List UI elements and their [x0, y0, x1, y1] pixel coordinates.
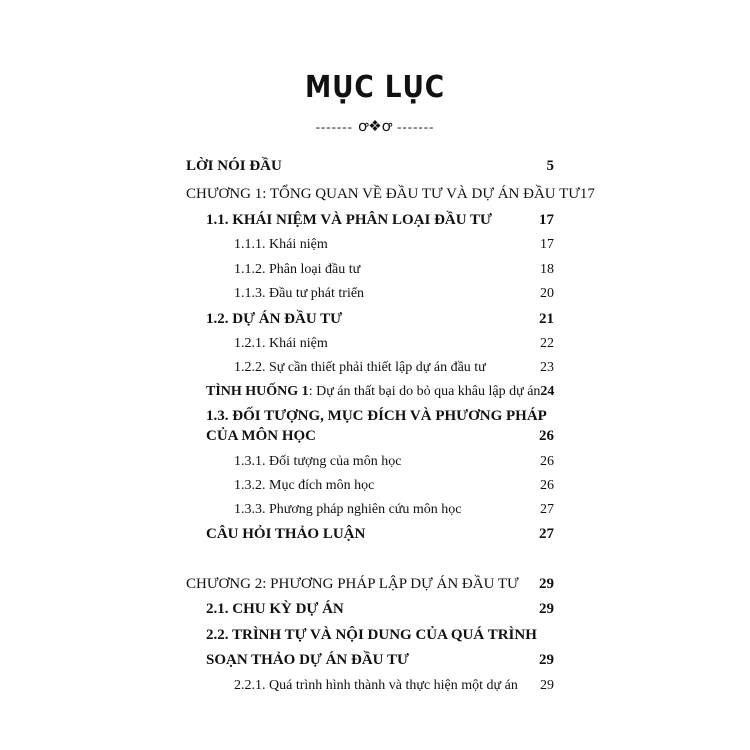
toc-entry-1-3[interactable]	[206, 408, 554, 425]
toc-entry-page: 26	[540, 478, 554, 493]
toc-entry-text: CHƯƠNG 1: TỔNG QUAN VỀ ĐẦU TƯ VÀ DỰ ÁN ĐẦU TƯ	[186, 186, 580, 202]
toc-entry-text: SOẠN THẢO DỰ ÁN ĐẦU TƯ	[206, 652, 409, 668]
toc-entry-1-3-2[interactable]	[234, 478, 554, 494]
toc-entry-chapter-1[interactable]	[186, 186, 595, 203]
toc-entry-text: 1.1.1. Khái niệm	[234, 237, 328, 252]
toc-entry-text: 2.1. CHU KỲ DỰ ÁN	[206, 601, 344, 617]
toc-entry-discussion-questions[interactable]	[206, 526, 554, 543]
toc-entry-text-group	[206, 384, 540, 400]
toc-entry-text: 1.2.2. Sự cần thiết phải thiết lập dự án đầu tư	[234, 360, 486, 375]
toc-entry-page: 27	[540, 502, 554, 517]
toc-entry-page: 23	[540, 360, 554, 375]
toc-entry-page: 21	[539, 311, 554, 327]
toc-entry-2-2-1[interactable]	[234, 678, 554, 694]
toc-entry-1-1-3[interactable]	[234, 286, 554, 302]
toc-entry-text: 2.2.1. Quá trình hình thành và thực hiện một dự án	[234, 678, 518, 693]
toc-entry-page: 26	[540, 454, 554, 469]
toc-entry-page: 29	[539, 652, 554, 668]
toc-entry-page: 22	[540, 336, 554, 351]
toc-entry-preface[interactable]	[186, 158, 554, 175]
toc-entry-text: LỜI NÓI ĐẦU	[186, 158, 282, 174]
toc-entry-page: 29	[539, 601, 554, 617]
toc-entry-text: : Dự án thất bại do bỏ qua khâu lập dự án	[308, 384, 541, 399]
toc-entry-text: 1.3. ĐỐI TƯỢNG, MỤC ĐÍCH VÀ PHƯƠNG PHÁP	[206, 408, 547, 424]
toc-entry-2-1[interactable]	[206, 601, 554, 618]
toc-entry-text: CÂU HỎI THẢO LUẬN	[206, 526, 366, 542]
toc-entry-2-2-cont[interactable]	[206, 652, 554, 669]
toc-entry-page: 20	[540, 286, 554, 301]
toc-entry-text: 1.1.2. Phân loại đầu tư	[234, 262, 361, 277]
toc-entry-text: 1.1.3. Đầu tư phát triển	[234, 286, 365, 301]
toc-entry-text: 1.3.1. Đối tượng của môn học	[234, 454, 402, 469]
toc-entry-page: 29	[539, 576, 554, 592]
toc-entry-2-2[interactable]	[206, 627, 554, 644]
title-ornament	[0, 116, 750, 136]
toc-entry-1-3-3[interactable]	[234, 502, 554, 518]
toc-entry-page: 17	[539, 212, 554, 228]
toc-entry-page: 18	[540, 262, 554, 277]
toc-entry-text: 1.1. KHÁI NIỆM VÀ PHÂN LOẠI ĐẦU TƯ	[206, 212, 492, 228]
toc-entry-page: 27	[539, 526, 554, 542]
toc-entry-page: 29	[540, 678, 554, 693]
toc-entry-1-3-cont[interactable]	[206, 428, 554, 445]
toc-entry-1-1-1[interactable]	[234, 237, 554, 253]
toc-entry-text: 2.2. TRÌNH TỰ VÀ NỘI DUNG CỦA QUÁ TRÌNH	[206, 627, 537, 643]
ornament-dashes-right: -------	[397, 119, 435, 134]
toc-entry-1-1[interactable]	[206, 212, 554, 229]
toc-entry-text: 1.2.1. Khái niệm	[234, 336, 328, 351]
toc-entry-page: 17	[579, 186, 595, 202]
toc-entry-text: CỦA MÔN HỌC	[206, 428, 316, 444]
toc-entry-1-2-2[interactable]	[234, 360, 554, 376]
toc-entry-text: 1.3.3. Phương pháp nghiên cứu môn học	[234, 502, 462, 517]
toc-entry-1-1-2[interactable]	[234, 262, 554, 278]
toc-entry-page: 26	[539, 428, 554, 444]
toc-entry-label: TÌNH HUỐNG 1	[206, 384, 309, 399]
page-title: MỤC LỤC	[304, 70, 446, 105]
toc-entry-text: 1.3.2. Mục đích môn học	[234, 478, 375, 493]
toc-entry-page: 17	[540, 237, 554, 252]
toc-entry-chapter-2[interactable]	[186, 576, 554, 593]
toc-entry-text: CHƯƠNG 2: PHƯƠNG PHÁP LẬP DỰ ÁN ĐẦU TƯ	[186, 576, 519, 592]
toc-entry-1-3-1[interactable]	[234, 454, 554, 470]
toc-entry-page: 24	[540, 384, 555, 399]
toc-entry-case-study-1[interactable]	[206, 384, 554, 400]
toc-entry-text: 1.2. DỰ ÁN ĐẦU TƯ	[206, 311, 343, 327]
toc-entry-1-2-1[interactable]	[234, 336, 554, 352]
toc-entry-1-2[interactable]	[206, 311, 554, 328]
ornament-icon: ꝍ❖ꝍ	[358, 119, 392, 135]
ornament-dashes-left: -------	[315, 119, 353, 134]
toc-entry-page: 5	[546, 158, 554, 174]
